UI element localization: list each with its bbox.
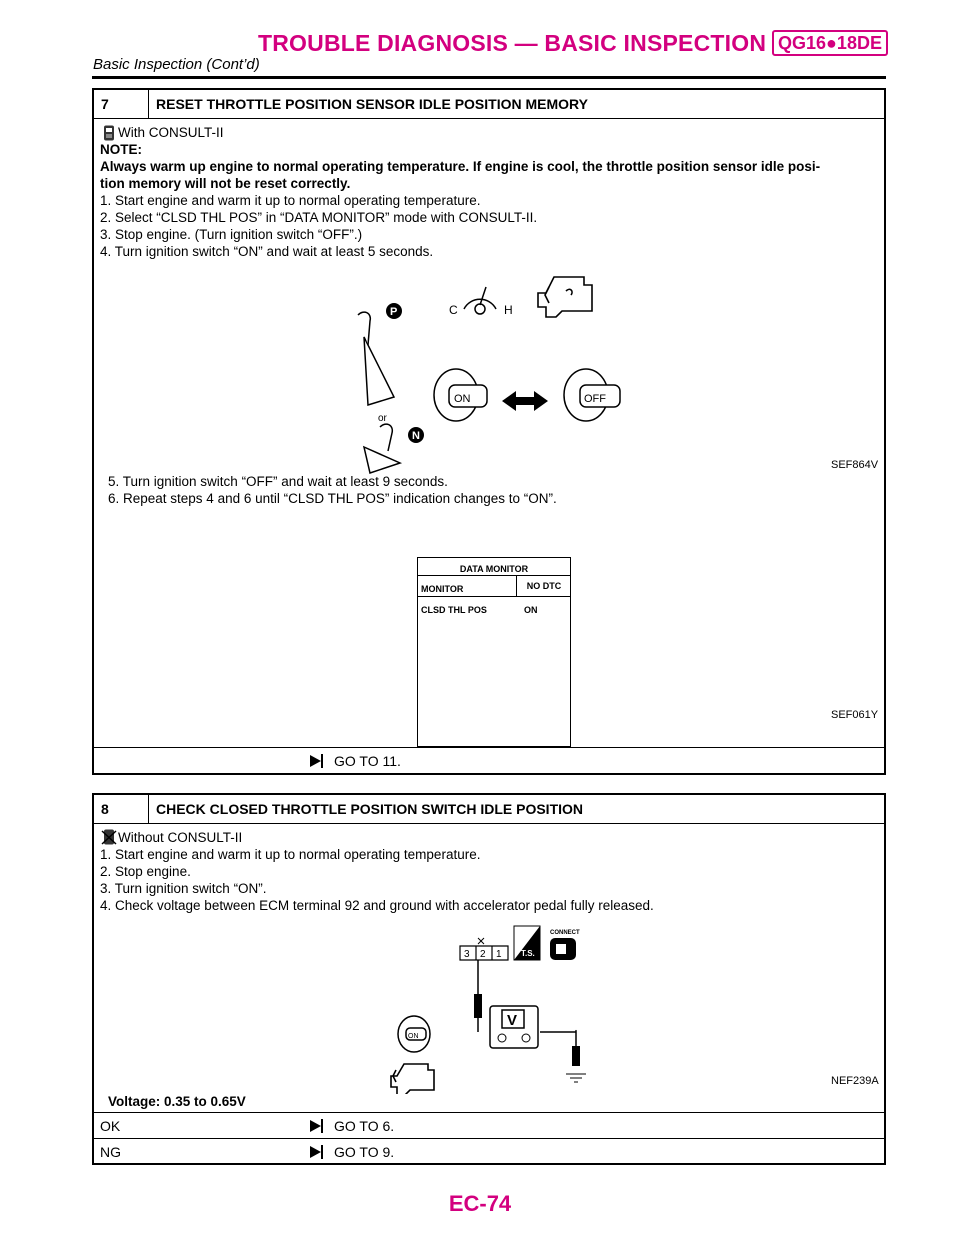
engine-icon bbox=[391, 1064, 434, 1094]
page-title: TROUBLE DIAGNOSIS — BASIC INSPECTION bbox=[258, 30, 767, 56]
step-7-item-6: 6. Repeat steps 4 and 6 until “CLSD THL POS” indication changes to “ON”. bbox=[108, 491, 557, 506]
on-label: ON bbox=[408, 1033, 419, 1040]
ts-label: T.S. bbox=[521, 949, 535, 958]
step-8-box bbox=[92, 793, 886, 1165]
gauge-c-label: C bbox=[449, 303, 458, 317]
step-7-goto-row bbox=[94, 747, 884, 774]
monitor-column-row bbox=[418, 575, 570, 597]
selector-lever-p-icon bbox=[358, 312, 394, 405]
pin-3-label: 3 bbox=[464, 949, 470, 960]
without-consult-ii-icon bbox=[101, 829, 117, 846]
step-7-item-5: 5. Turn ignition switch “OFF” and wait at least 9 seconds. bbox=[108, 474, 448, 489]
figure-code-sef061y: SEF061Y bbox=[831, 709, 879, 721]
page-number: EC-74 bbox=[448, 1191, 512, 1216]
meter-label: V bbox=[507, 1012, 518, 1029]
monitor-col-label: MONITOR bbox=[421, 584, 464, 594]
connect-icon bbox=[550, 938, 576, 960]
pin-2-label: 2 bbox=[480, 949, 486, 960]
step-7-number: 7 bbox=[94, 90, 149, 118]
engine-badge: QG16●18DE bbox=[772, 30, 888, 56]
double-arrow-icon bbox=[502, 391, 548, 411]
step-8-item-1: 1. Start engine and warm it up to normal operating temperature. bbox=[100, 847, 481, 862]
step-7-item-4: 4. Turn ignition switch “ON” and wait at least 5 seconds. bbox=[100, 244, 434, 259]
step-7-title: RESET THROTTLE POSITION SENSOR IDLE POSITION MEMORY bbox=[156, 96, 588, 112]
off-label: OFF bbox=[584, 393, 606, 405]
or-label: or bbox=[378, 413, 387, 424]
step-7-item-2: 2. Select “CLSD THL POS” in “DATA MONITOR” mode with CONSULT-II. bbox=[100, 210, 538, 225]
step-7-goto: GO TO 11. bbox=[334, 753, 401, 769]
header-rule bbox=[92, 76, 886, 79]
svg-text:P: P bbox=[390, 306, 398, 318]
result-goto-ok: GO TO 6. bbox=[334, 1118, 395, 1134]
voltage-check-illustration bbox=[390, 924, 600, 1094]
monitor-dtc-status: NO DTC bbox=[516, 576, 571, 596]
voltage-spec: Voltage: 0.35 to 0.65V bbox=[108, 1094, 246, 1109]
result-label-ok: OK bbox=[100, 1118, 121, 1134]
step-7-item-1: 1. Start engine and warm it up to normal operating temperature. bbox=[100, 193, 481, 208]
step-8-title: CHECK CLOSED THROTTLE POSITION SWITCH IDLE POSITION bbox=[156, 801, 584, 817]
figure-code-nef239a: NEF239A bbox=[831, 1075, 879, 1087]
connect-label: CONNECT bbox=[550, 930, 580, 936]
monitor-item-value: ON bbox=[524, 605, 538, 615]
selector-lever-n-icon bbox=[364, 424, 400, 473]
step-7-item-3: 3. Stop engine. (Turn ignition switch “OFF”.) bbox=[100, 227, 363, 242]
gauge-h-label: H bbox=[504, 303, 513, 317]
note-line-2: tion memory will not be reset correctly. bbox=[100, 176, 351, 191]
step-8-number: 8 bbox=[94, 795, 149, 823]
step-8-mode: Without CONSULT-II bbox=[118, 830, 243, 845]
step-8-item-2: 2. Stop engine. bbox=[100, 864, 191, 879]
goto-arrow-icon bbox=[310, 1146, 321, 1158]
svg-text:N: N bbox=[412, 430, 420, 442]
engine-icon bbox=[538, 277, 592, 317]
monitor-header: DATA MONITOR bbox=[459, 564, 529, 574]
result-goto-ng: GO TO 9. bbox=[334, 1144, 395, 1160]
consult-ii-icon bbox=[102, 125, 116, 141]
step-7-mode: With CONSULT-II bbox=[118, 125, 224, 140]
step-8-header bbox=[94, 795, 884, 824]
result-row-ng bbox=[94, 1138, 884, 1165]
step-7-box bbox=[92, 88, 886, 775]
note-label: NOTE: bbox=[100, 142, 142, 157]
step-8-item-3: 3. Turn ignition switch “ON”. bbox=[100, 881, 267, 896]
temp-gauge-icon bbox=[464, 287, 496, 314]
goto-arrow-icon bbox=[310, 755, 321, 767]
step-7-header bbox=[94, 90, 884, 119]
goto-arrow-icon bbox=[310, 1120, 321, 1132]
page-subtitle: Basic Inspection (Cont’d) bbox=[93, 56, 260, 73]
result-row-ok bbox=[94, 1112, 884, 1139]
result-label-ng: NG bbox=[100, 1144, 121, 1160]
data-monitor-screen bbox=[417, 557, 571, 747]
step-8-item-4: 4. Check voltage between ECM terminal 92 and ground with accelerator pedal fully released. bbox=[100, 898, 654, 913]
ignition-reset-illustration bbox=[344, 267, 634, 477]
monitor-item-name: CLSD THL POS bbox=[421, 605, 487, 615]
note-line-1: Always warm up engine to normal operating temperature. If engine is cool, the throttle position sensor idle posi- bbox=[100, 159, 821, 174]
figure-code-sef864v: SEF864V bbox=[831, 459, 879, 471]
pin-1-label: 1 bbox=[496, 949, 502, 960]
on-label: ON bbox=[454, 393, 471, 405]
